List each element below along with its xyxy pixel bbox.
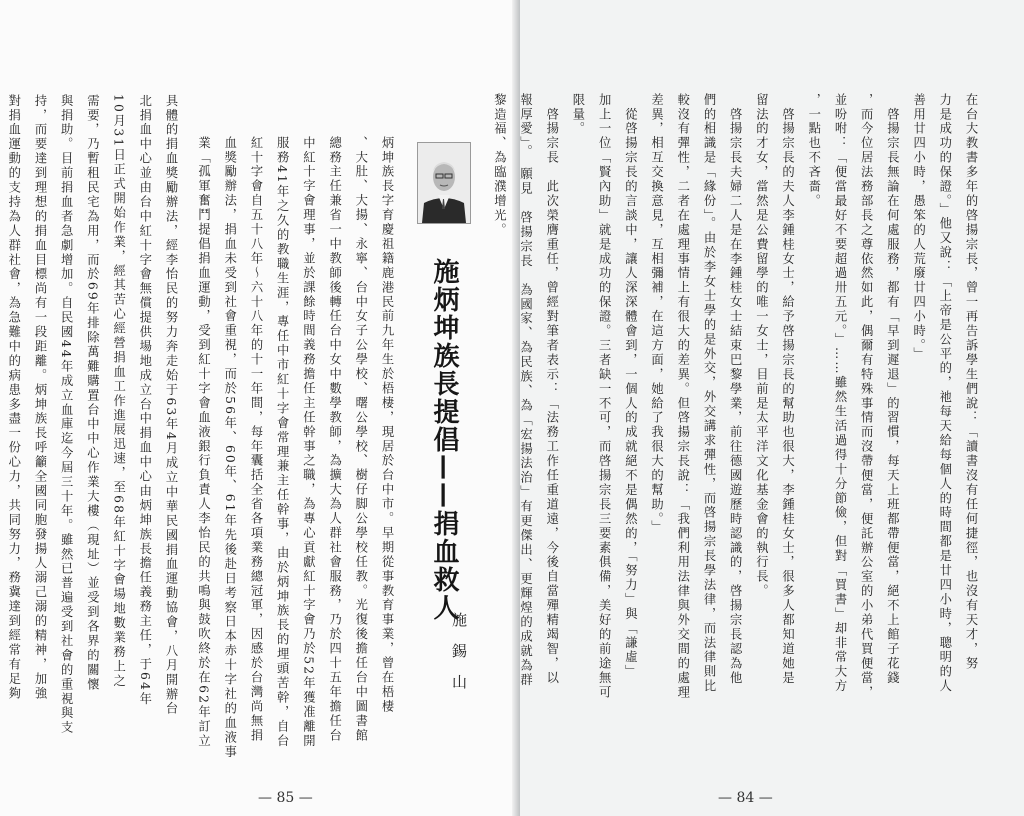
right-page-body [486,93,984,761]
text-line: 持，而要達到理想的捐血目標尚有一段距離。炳坤族長呼籲全國同胞發揚人溺己溺的精神，加強 [32,94,47,701]
text-line: 炳坤族長字育慶祖籍鹿港民前九年生於梧棲，現居於台中市。早期從事教育事業，曾在梧棲 [380,136,394,714]
text-line: 血獎勵辦法，捐血未受到社會重視，而於56年、60年、61年先後赴日考察日本赤十字社的血液事 [222,136,237,760]
article-body-lower [1,94,184,760]
page-number-right: — 84 — [718,790,773,806]
text-line: 在台大教書多年的啓揚宗長，曾一再告訴學生們說：「讀書沒有任何捷徑，也沒有天才，努 [964,93,978,671]
text-line: 中紅十字會理事，並於課餘時間義務擔任主任幹事之職，為專心貢獻紅十字會乃於52年獲准離開 [301,136,316,749]
text-line: 並吩咐：「便當最好不要超過卅五元。」……雖然生活過得十分節儉，但對「買書」却非常大方 [832,93,847,694]
text-line: 從啓揚宗長的言談中，讓人深深體會到，一個人的成就絕不是偶然的，「努力」與「謙虛」 [623,93,638,680]
text-line: 黎造福、為臨濮增光。 [492,93,507,238]
text-line: 啓揚宗長 此次榮膺重任，曾經對筆者表示：「法務工作任重道遠，今後自當殫精竭智，以 [544,93,559,686]
text-line: 北捐血中心並由台中紅十字會無償提供場地成立台中捐血中心由炳坤族長擔任義務主任，于64年 [137,94,152,707]
text-line: 限量。 [570,93,585,137]
person-portrait-icon [418,143,470,223]
portrait-photo [417,142,471,224]
text-line: 留法的才女，當然是公費留學的唯一女士，目前是太平洋文化基金會的執行長。 [754,93,769,599]
text-line: 差異，相互交換意見，互相彌補，在這方面，她給了我很大的幫助。」 [649,93,664,535]
text-line: 對捐血運動的支持為人群社會，為急難中的病患多盡一份心力，共同努力，務冀達到經常有足夠 [6,94,21,701]
right-page [492,0,1024,816]
text-line: 啓揚宗長夫婦二人是在李鍾桂女士結束巴黎學業，前往德國遊歷時認識的，啓揚宗長認為他 [728,93,743,686]
text-line: 業「孤軍奮鬥提倡捐血運動，受到紅十字會血液銀行負責人李怡民的共鳴與鼓吹終於在62年訂立 [196,136,211,749]
text-line: 服務41年之久的教職生涯，專任中市紅十字會常理兼主任幹事，由於炳坤族長的埋頭苦幹，自台 [275,136,290,749]
text-line: 、大肚、大揚、永寧、台中女子公學校、曙公學校、樹仔脚公學校任教。光復後擔任台中圖書館 [353,136,368,743]
text-line: 們的相識是「緣份」。由於李女士學的是外交，外交講求彈性，而啓揚宗長學法律，而法律則比 [701,93,716,694]
text-line: 加上一位「賢內助」就是成功的保證。三者缺一不可，而啓揚宗長三要素俱備，美好的前途無可 [597,93,612,700]
text-line: 需要，乃暫租民宅為用，而於69年排除萬難購置台中中心作業大樓（現址）並受到各界的關懷 [85,94,100,692]
text-line: 紅十字會自五十八年～六十八年的十一年間，每年囊括全省各項業務總冠軍，因感於台灣尚無捐 [248,136,263,743]
text-line: 啓揚宗長的夫人李鍾桂女士，給予啓揚宗長的幫助也很大，李鍾桂女士，很多人都知道她是 [780,93,795,686]
text-line: 善用廿四小時，愚笨的人荒廢廿四小時。」 [911,93,926,362]
text-line: 10月31日正式開始作業，經其苦心經營捐血工作進展迅速，至68年紅十字會場地數業務上之 [111,94,126,689]
article-body-upper [190,136,400,760]
text-line: 與捐助。目前捐血者急劇增加。自民國44年成立血庫迄今屆三十年。雖然已普遍受到社會的重視與支 [59,94,74,736]
text-line: 力是成功的保證。」他又說：「上帝是公平的，祂每天給每個人的時間都是廿四小時，聰明的人 [937,93,952,694]
text-line: 報厚愛」。 願見 啓揚宗長 為國家、為民族、為「宏揚法治」有更傑出、更輝煌的成就為群 [518,93,533,688]
text-line: ，而今位居法務部長之尊依然如此，偶爾有特殊事情而沒帶便當，便託辦公室的小弟代買便當， [859,93,874,700]
article-title: 施炳坤族長提倡——捐血救人 [429,258,459,622]
page-number-left: — 85 — [258,790,313,806]
article-author: 施錫山 [450,612,468,705]
text-line: 較沒有彈性，二者在處理事情上有很大的差異。但啓揚宗長說：「我們利用法律與外交間的處理 [675,93,690,700]
text-line: 具體的捐血獎勵辦法，經李怡民的努力奔走始于63年4月成立中華民國捐血運動協會，八月開辦台 [164,94,178,717]
text-line: 總務主任兼省一中教師後轉任台中女中數學教師，為擴大為人群社會服務，乃於四十五年擔任台 [327,136,342,743]
text-line: ，一點也不吝嗇。 [806,93,821,209]
text-line: 啓揚宗長無論在何處服務，都有「早到遲退」的習慣，每天上班都帶便當，絕不上館子花錢 [885,93,900,686]
